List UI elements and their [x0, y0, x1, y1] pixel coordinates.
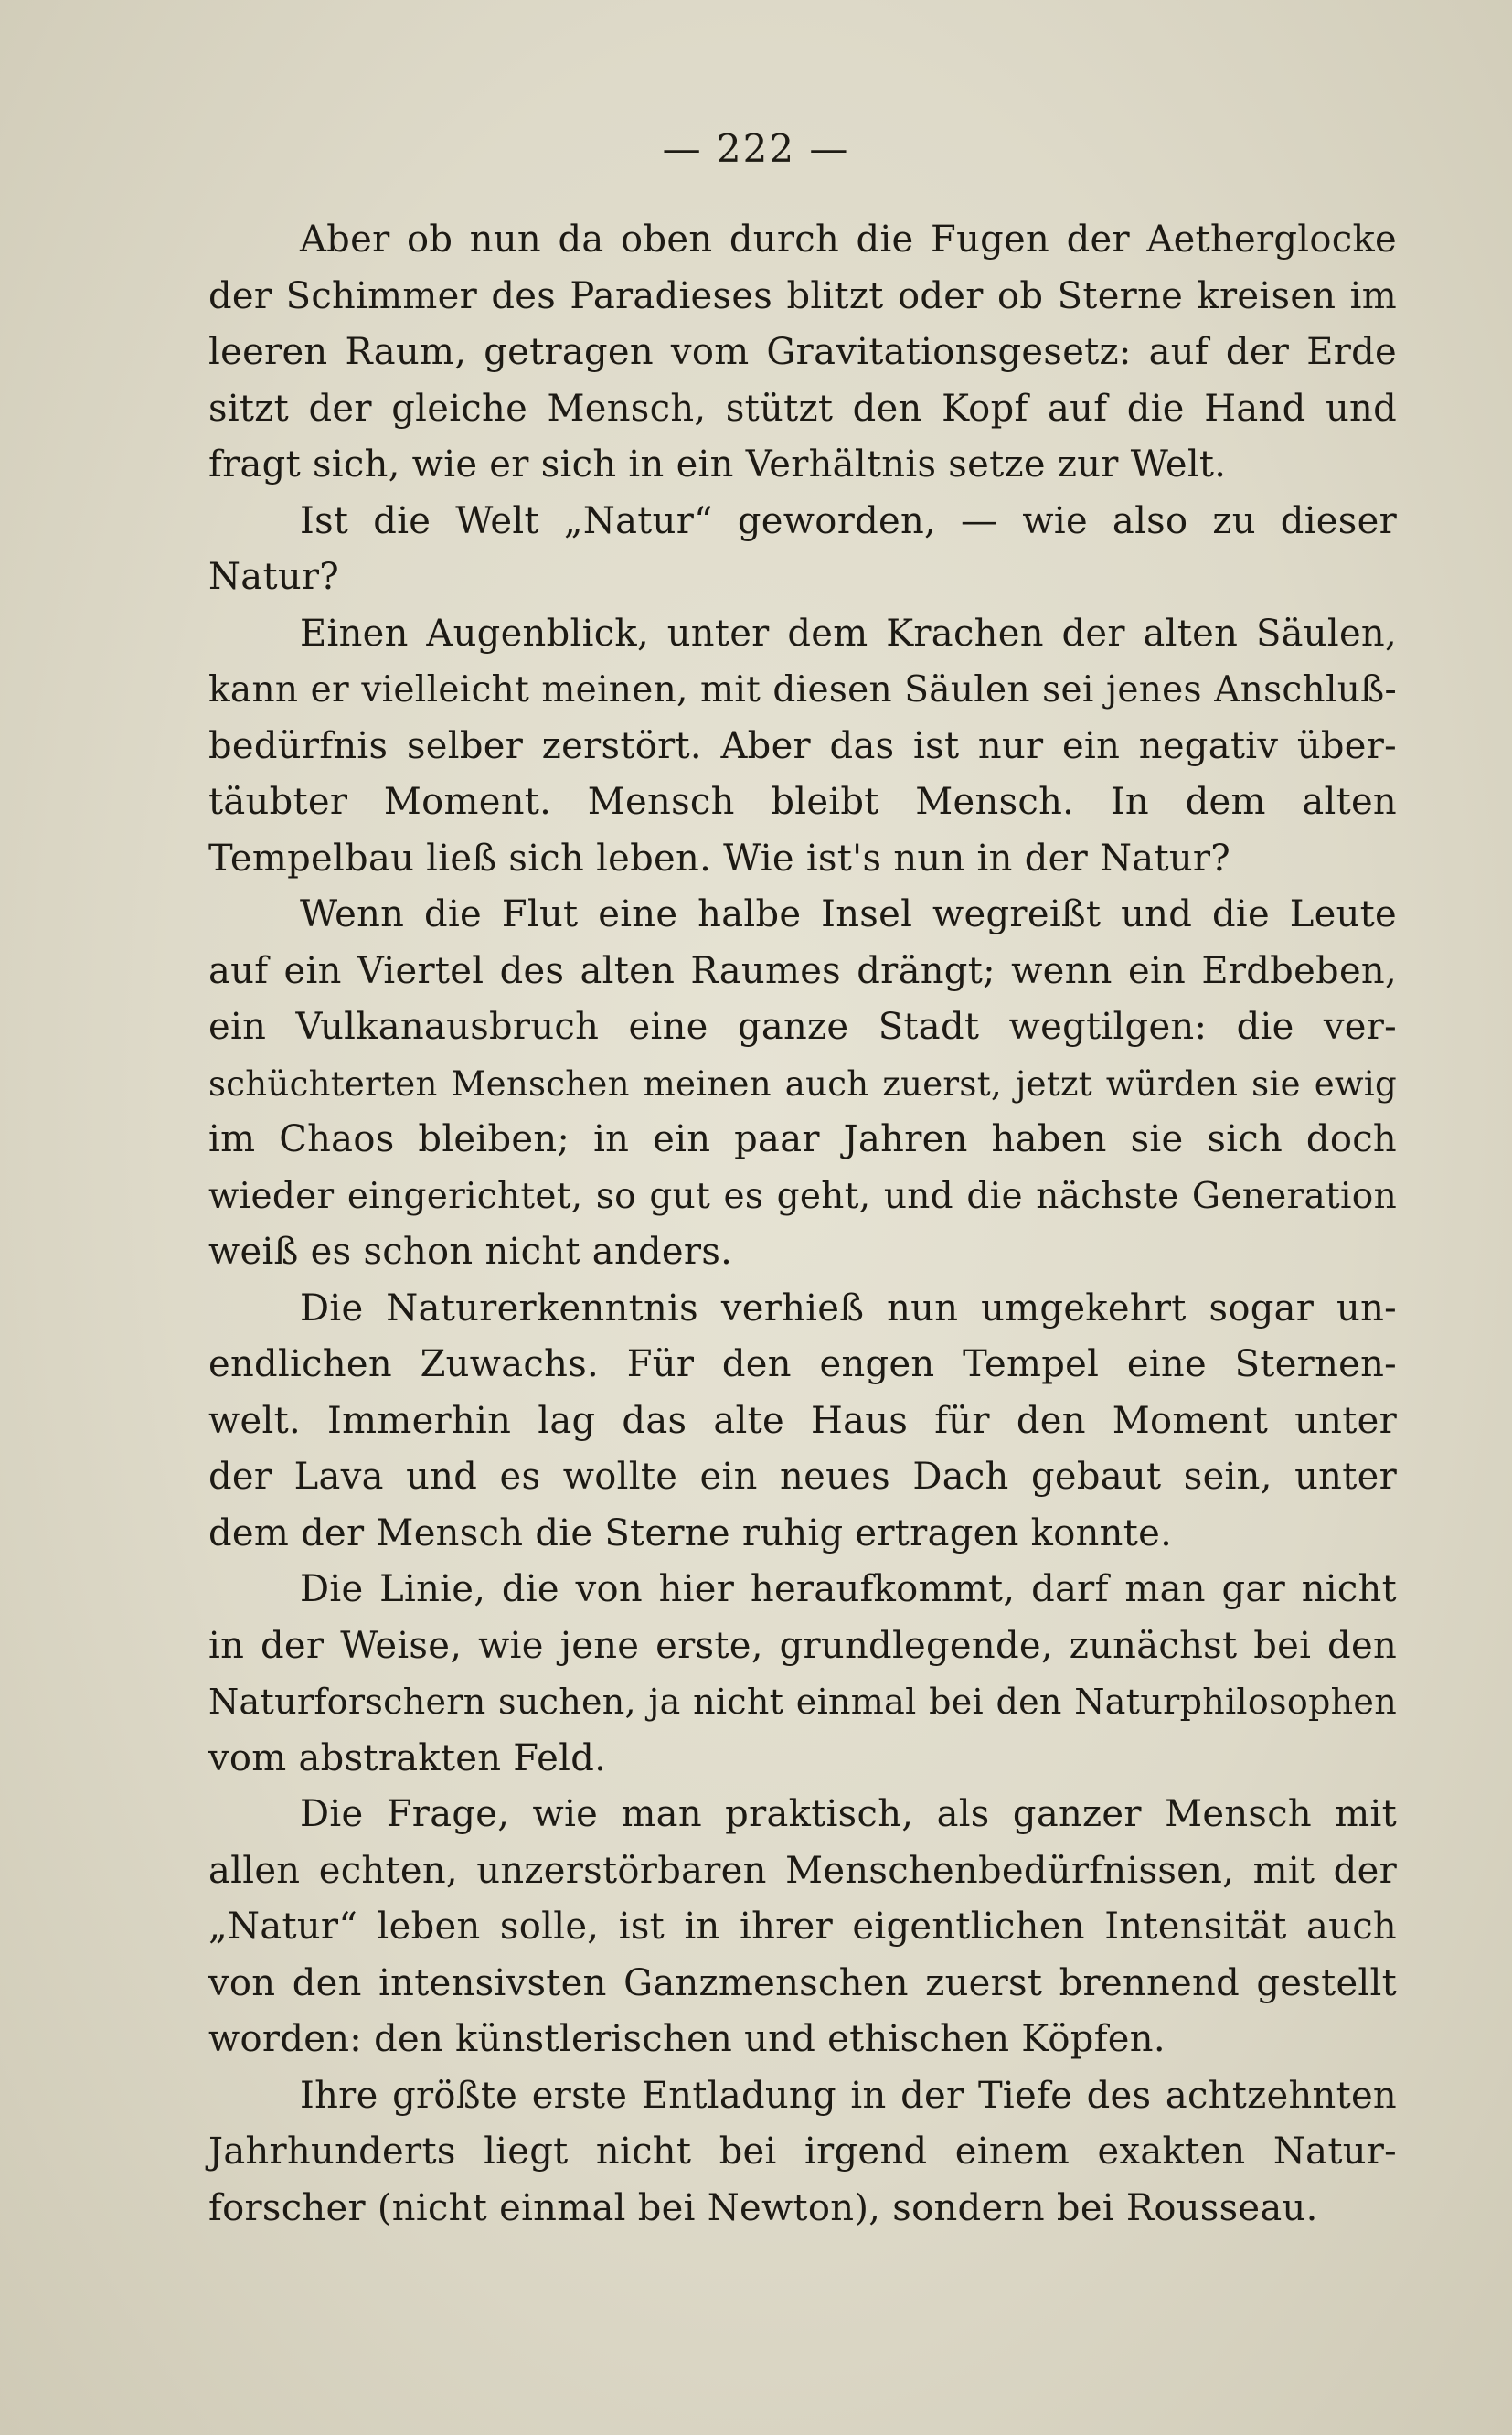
text-line: fragt sich, wie er sich in ein Verhältnis setze zur Welt. [208, 443, 1227, 486]
text-line: Jahrhunderts liegt nicht bei irgend einem exakten Natur- [208, 2131, 1397, 2173]
text-line: Aber ob nun da oben durch die Fugen der Aetherglocke [300, 219, 1397, 261]
text-line: in der Weise, wie jene erste, grundlegende, zunächst bei den [208, 1624, 1397, 1667]
text-line: Die Naturerkenntnis verhieß nun umgekehrt sogar un- [300, 1287, 1397, 1330]
text-line: Die Linie, die von hier heraufkommt, darf man gar nicht [300, 1568, 1397, 1610]
text-line: allen echten, unzerstörbaren Menschenbedürfnissen, mit der [208, 1849, 1397, 1892]
text-line: leeren Raum, getragen vom Gravitationsgesetz: auf der Erde [208, 331, 1397, 373]
text-line: kann er vielleicht meinen, mit diesen Säulen sei jenes Anschluß- [208, 669, 1397, 710]
text-line: endlichen Zuwachs. Für den engen Tempel eine Sternen- [208, 1343, 1397, 1385]
text-line: forscher (nicht einmal bei Newton), sondern bei Rousseau. [208, 2186, 1318, 2229]
text-line: „Natur“ leben solle, ist in ihrer eigentlichen Intensität auch [208, 1906, 1397, 1948]
text-line: worden: den künstlerischen und ethischen Köpfen. [208, 2018, 1166, 2060]
body-text [208, 212, 1397, 2237]
text-line: von den intensivsten Ganzmenschen zuerst brennend gestellt [208, 1961, 1397, 2004]
text-line: täubter Moment. Mensch bleibt Mensch. In dem alten [208, 781, 1397, 823]
text-line: bedürfnis selber zerstört. Aber das ist nur ein negativ über- [208, 724, 1397, 767]
text-line: sitzt der gleiche Mensch, stützt den Kopf auf die Hand und [208, 387, 1397, 430]
text-line: Einen Augenblick, unter dem Krachen der alten Säulen, [300, 612, 1397, 655]
text-line: welt. Immerhin lag das alte Haus für den Moment unter [208, 1399, 1397, 1442]
text-line: im Chaos bleiben; in ein paar Jahren haben sie sich doch [208, 1118, 1397, 1160]
text-line: Wenn die Flut eine halbe Insel wegreißt und die Leute [300, 893, 1397, 935]
text-line: schüchterten Menschen meinen auch zuerst, jetzt würden sie ewig [208, 1063, 1397, 1104]
text-line: vom abstrakten Feld. [208, 1736, 607, 1779]
text-line: Tempelbau ließ sich leben. Wie ist's nun in der Natur? [208, 837, 1231, 880]
text-line: der Lava und es wollte ein neues Dach gebaut sein, unter [208, 1456, 1397, 1498]
text-line: Naturforschern suchen, ja nicht einmal bei den Naturphilosophen [208, 1682, 1397, 1722]
text-line: ein Vulkanausbruch eine ganze Stadt wegtilgen: die ver- [208, 1006, 1397, 1048]
text-line: weiß es schon nicht anders. [208, 1231, 733, 1273]
text-line: der Schimmer des Paradieses blitzt oder ob Sterne kreisen im [208, 274, 1397, 317]
text-line: Ist die Welt „Natur“ geworden, — wie also zu dieser [300, 499, 1397, 542]
text-line: auf ein Viertel des alten Raumes drängt; wenn ein Erdbeben, [208, 949, 1397, 992]
text-line: Ihre größte erste Entladung in der Tiefe des achtzehnten [300, 2074, 1397, 2117]
text-line: Die Frage, wie man praktisch, als ganzer Mensch mit [300, 1793, 1397, 1835]
text-line: Natur? [208, 556, 340, 598]
text-line: wieder eingerichtet, so gut es geht, und die nächste Generation [208, 1175, 1397, 1217]
text-line: dem der Mensch die Sterne ruhig ertragen konnte. [208, 1511, 1173, 1554]
page-number: — 222 — [662, 126, 850, 171]
